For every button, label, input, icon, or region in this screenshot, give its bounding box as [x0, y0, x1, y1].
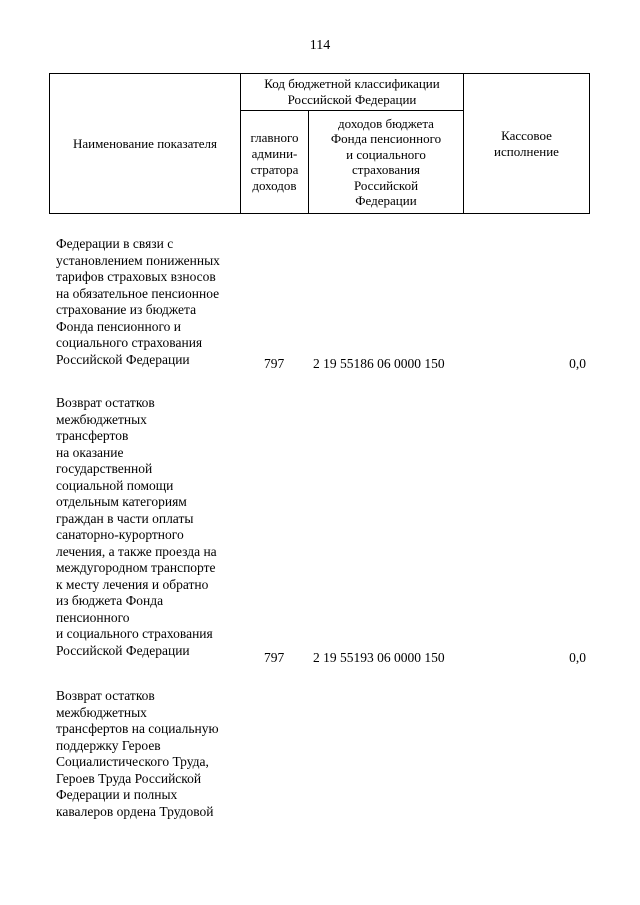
header-kbk-group: Код бюджетной классификации Российской Федерации: [264, 76, 440, 107]
row-admin-code: 797: [264, 650, 285, 665]
row-indicator-name: Федерации в связи с установлением пониженных тарифов страховых взносов на обязательное пенсионное страхование из бюджета Фонда пенсионного и социального страхования Российской Федерации: [56, 236, 220, 367]
row-indicator-name: Возврат остатков межбюджетных трансфертов на оказание государственной социальной помощи отдельным категориям граждан в части оплаты санаторно-курортного лечения, а также проезда на междугородном транспорте к месту лечения и обратно из бюджета Фонда пенсионного и социального страхования Российской Федерации: [56, 395, 217, 658]
row-indicator-name: Возврат остатков межбюджетных трансфертов на социальную поддержку Героев Социалистического Труда, Героев Труда Российской Федерации и полных кавалеров ордена Трудовой: [56, 688, 219, 819]
row-admin-code: 797: [264, 356, 285, 371]
row-revenue-code: 2 19 55186 06 0000 150: [313, 356, 445, 371]
row-revenue-code: 2 19 55193 06 0000 150: [313, 650, 445, 665]
row-amount: 0,0: [569, 356, 586, 371]
header-name-column: Наименование показателя: [72, 135, 218, 151]
header-amount-column: Кассовое исполнение: [494, 127, 559, 159]
header-admin-column: главного админи- стратора доходов: [250, 130, 299, 193]
row-amount: 0,0: [569, 650, 586, 665]
header-revenue-column: доходов бюджета Фонда пенсионного и социального страхования Российской Федерации: [330, 115, 442, 208]
page-number: 114: [309, 38, 331, 53]
